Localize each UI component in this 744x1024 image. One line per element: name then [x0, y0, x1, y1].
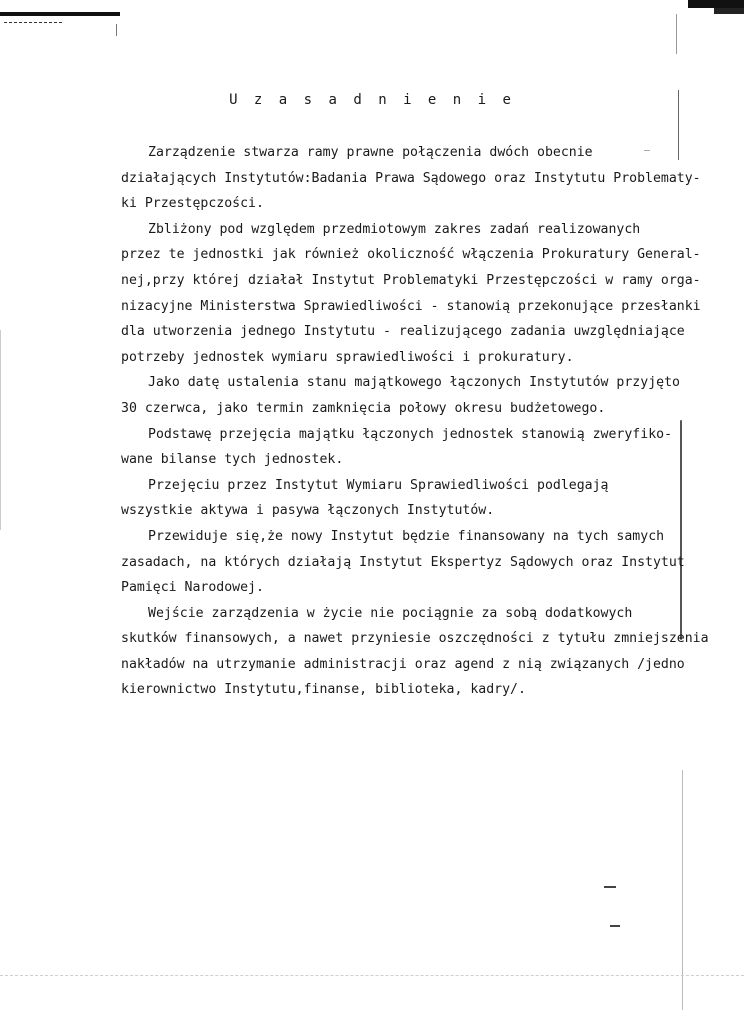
- text-line: skutków finansowych, a nawet przyniesie oszczędności z tytułu zmniejszenia: [121, 631, 709, 647]
- scan-artifact-edge-top-right: [676, 14, 677, 54]
- text-line: kierownictwo Instytutu,finanse, biblioteka, kadry/.: [121, 682, 526, 698]
- text-line: wane bilanse tych jednostek.: [121, 452, 344, 468]
- document-body: [121, 140, 709, 703]
- document-title: U z a s a d n i e n i e: [229, 92, 515, 108]
- text-line: Zbliżony pod względem przedmiotowym zakres zadań realizowanych: [148, 221, 641, 237]
- scan-artifact-dash-1: [604, 886, 616, 888]
- text-line: działających Instytutów:Badania Prawa Sądowego oraz Instytutu Problematy-: [121, 170, 701, 186]
- scan-artifact-tick: [116, 24, 117, 36]
- scan-artifact-dash-2: [610, 925, 620, 927]
- text-line: 30 czerwca, jako termin zamknięcia połowy okresu budżetowego.: [121, 400, 606, 416]
- text-line: Podstawę przejęcia majątku łączonych jednostek stanowią zweryfiko-: [148, 426, 673, 442]
- scan-artifact-top-bar: [0, 12, 120, 16]
- text-line: przez te jednostki jak również okoliczność włączenia Prokuratury General-: [121, 247, 701, 263]
- text-line: nej,przy której działał Instytut Problematyki Przestępczości w ramy orga-: [121, 272, 701, 288]
- text-line: nizacyjne Ministerstwa Sprawiedliwości - stanowią przekonujące przesłanki: [121, 298, 701, 314]
- scan-artifact-corner: [688, 0, 744, 8]
- text-line: Przejęciu przez Instytut Wymiaru Sprawiedliwości podlegają: [148, 477, 609, 493]
- text-line: Pamięci Narodowej.: [121, 580, 264, 596]
- text-line: Jako datę ustalenia stanu majątkowego łączonych Instytutów przyjęto: [148, 375, 680, 391]
- scan-artifact-corner-2: [714, 8, 744, 14]
- scan-artifact-fold-line: [0, 975, 744, 977]
- text-line: Przewiduje się,że nowy Instytut będzie finansowany na tych samych: [148, 528, 665, 544]
- text-line: Zarządzenie stwarza ramy prawne połączenia dwóch obecnie: [148, 145, 593, 160]
- text-line: nakładów na utrzymanie administracji oraz agend z nią związanych /jedno: [121, 656, 685, 672]
- text-line: ki Przestępczości.: [121, 196, 264, 212]
- text-line: dla utworzenia jednego Instytutu - realizującego zadania uwzględniające: [121, 324, 685, 340]
- scan-artifact-edge-left: [0, 330, 1, 530]
- text-line: wszystkie aktywa i pasywa łączonych Instytutów.: [121, 503, 495, 519]
- text-line: zasadach, na których działają Instytut Ekspertyz Sądowych oraz Instytut: [121, 554, 685, 570]
- text-line: Wejście zarządzenia w życie nie pociągnie za sobą dodatkowych: [148, 605, 633, 621]
- scan-artifact-scribble: [4, 22, 62, 24]
- text-line: potrzeby jednostek wymiaru sprawiedliwości i prokuratury.: [121, 349, 574, 365]
- scan-artifact-edge-right-3: [682, 770, 683, 1010]
